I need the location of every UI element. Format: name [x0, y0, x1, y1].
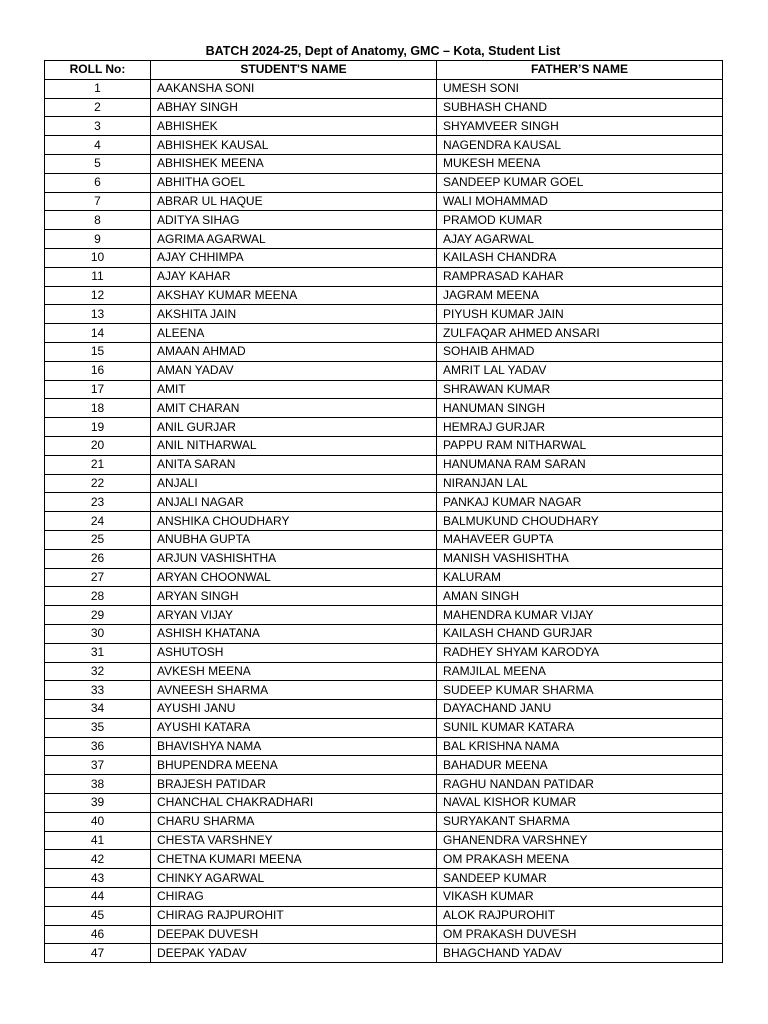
- roll-number-cell: 24: [45, 512, 151, 531]
- roll-number-cell: 43: [45, 869, 151, 888]
- table-row: [45, 380, 723, 399]
- student-name-cell: AMIT: [151, 380, 437, 399]
- father-name-cell: KAILASH CHANDRA: [437, 248, 723, 267]
- table-row: [45, 794, 723, 813]
- father-name-cell: MAHAVEER GUPTA: [437, 530, 723, 549]
- student-name-cell: ANJALI: [151, 474, 437, 493]
- father-name-cell: RAMPRASAD KAHAR: [437, 267, 723, 286]
- table-row: [45, 173, 723, 192]
- table-row: [45, 342, 723, 361]
- roll-number-cell: 4: [45, 136, 151, 155]
- table-row: [45, 399, 723, 418]
- roll-number-cell: 35: [45, 718, 151, 737]
- father-name-cell: SUBHASH CHAND: [437, 98, 723, 117]
- father-name-cell: KAILASH CHAND GURJAR: [437, 624, 723, 643]
- table-row: [45, 117, 723, 136]
- father-name-cell: MUKESH MEENA: [437, 154, 723, 173]
- student-name-cell: AVKESH MEENA: [151, 662, 437, 681]
- student-name-cell: ARYAN VIJAY: [151, 606, 437, 625]
- student-name-cell: ARYAN SINGH: [151, 587, 437, 606]
- father-name-cell: AJAY AGARWAL: [437, 230, 723, 249]
- table-row: [45, 812, 723, 831]
- student-name-cell: AMIT CHARAN: [151, 399, 437, 418]
- table-row: [45, 154, 723, 173]
- table-row: [45, 925, 723, 944]
- table-row: [45, 850, 723, 869]
- father-name-cell: VIKASH KUMAR: [437, 888, 723, 907]
- student-name-cell: BHUPENDRA MEENA: [151, 756, 437, 775]
- roll-number-cell: 37: [45, 756, 151, 775]
- roll-number-cell: 18: [45, 399, 151, 418]
- roll-number-cell: 28: [45, 587, 151, 606]
- roll-number-cell: 10: [45, 248, 151, 267]
- student-name-cell: ANJALI NAGAR: [151, 493, 437, 512]
- father-name-cell: HANUMANA RAM SARAN: [437, 455, 723, 474]
- table-row: [45, 230, 723, 249]
- roll-number-cell: 17: [45, 380, 151, 399]
- roll-number-cell: 11: [45, 267, 151, 286]
- father-name-cell: GHANENDRA VARSHNEY: [437, 831, 723, 850]
- father-name-cell: OM PRAKASH MEENA: [437, 850, 723, 869]
- table-row: [45, 606, 723, 625]
- father-name-cell: BAL KRISHNA NAMA: [437, 737, 723, 756]
- student-name-cell: CHIRAG: [151, 888, 437, 907]
- table-row: [45, 831, 723, 850]
- father-name-cell: JAGRAM MEENA: [437, 286, 723, 305]
- roll-number-cell: 34: [45, 700, 151, 719]
- father-name-cell: NIRANJAN LAL: [437, 474, 723, 493]
- student-name-header: STUDENT'S NAME: [151, 61, 437, 80]
- student-name-cell: ANSHIKA CHOUDHARY: [151, 512, 437, 531]
- table-row: [45, 493, 723, 512]
- father-name-cell: UMESH SONI: [437, 79, 723, 98]
- roll-number-cell: 8: [45, 211, 151, 230]
- student-name-cell: ABHISHEK KAUSAL: [151, 136, 437, 155]
- father-name-cell: BAHADUR MEENA: [437, 756, 723, 775]
- roll-number-cell: 26: [45, 549, 151, 568]
- student-name-cell: AAKANSHA SONI: [151, 79, 437, 98]
- father-name-cell: ZULFAQAR AHMED ANSARI: [437, 324, 723, 343]
- father-name-cell: PIYUSH KUMAR JAIN: [437, 305, 723, 324]
- roll-number-cell: 47: [45, 944, 151, 963]
- roll-number-cell: 32: [45, 662, 151, 681]
- roll-number-cell: 31: [45, 643, 151, 662]
- table-row: [45, 305, 723, 324]
- table-row: [45, 136, 723, 155]
- roll-number-cell: 27: [45, 568, 151, 587]
- father-name-cell: SHYAMVEER SINGH: [437, 117, 723, 136]
- roll-number-cell: 39: [45, 794, 151, 813]
- student-name-cell: DEEPAK DUVESH: [151, 925, 437, 944]
- student-name-cell: ABRAR UL HAQUE: [151, 192, 437, 211]
- father-name-cell: SUDEEP KUMAR SHARMA: [437, 681, 723, 700]
- student-name-cell: AMAAN AHMAD: [151, 342, 437, 361]
- table-row: [45, 700, 723, 719]
- table-row: [45, 324, 723, 343]
- student-name-cell: ALEENA: [151, 324, 437, 343]
- roll-number-cell: 38: [45, 775, 151, 794]
- table-row: [45, 530, 723, 549]
- student-name-cell: AJAY KAHAR: [151, 267, 437, 286]
- student-name-cell: AMAN YADAV: [151, 361, 437, 380]
- father-name-cell: SUNIL KUMAR KATARA: [437, 718, 723, 737]
- table-row: [45, 888, 723, 907]
- table-row: [45, 192, 723, 211]
- student-name-cell: CHETNA KUMARI MEENA: [151, 850, 437, 869]
- table-row: [45, 737, 723, 756]
- roll-number-cell: 41: [45, 831, 151, 850]
- father-name-cell: HANUMAN SINGH: [437, 399, 723, 418]
- roll-number-cell: 40: [45, 812, 151, 831]
- table-row: [45, 267, 723, 286]
- father-name-cell: NAGENDRA KAUSAL: [437, 136, 723, 155]
- father-name-cell: RAMJILAL MEENA: [437, 662, 723, 681]
- page-title: BATCH 2024-25, Dept of Anatomy, GMC – Kota, Student List: [205, 44, 561, 58]
- roll-number-cell: 13: [45, 305, 151, 324]
- table-row: [45, 418, 723, 437]
- father-name-cell: BALMUKUND CHOUDHARY: [437, 512, 723, 531]
- table-row: [45, 643, 723, 662]
- student-name-cell: ANUBHA GUPTA: [151, 530, 437, 549]
- student-name-cell: ARJUN VASHISHTHA: [151, 549, 437, 568]
- student-name-cell: AYUSHI JANU: [151, 700, 437, 719]
- table-row: [45, 869, 723, 888]
- roll-number-cell: 1: [45, 79, 151, 98]
- table-row: [45, 549, 723, 568]
- father-name-cell: RADHEY SHYAM KARODYA: [437, 643, 723, 662]
- student-name-cell: AGRIMA AGARWAL: [151, 230, 437, 249]
- table-header: [45, 61, 723, 80]
- student-name-cell: ANIL NITHARWAL: [151, 436, 437, 455]
- table-row: [45, 79, 723, 98]
- father-name-cell: WALI MOHAMMAD: [437, 192, 723, 211]
- roll-number-cell: 16: [45, 361, 151, 380]
- roll-number-cell: 15: [45, 342, 151, 361]
- table-row: [45, 681, 723, 700]
- father-name-header: FATHER’S NAME: [437, 61, 723, 80]
- table-row: [45, 361, 723, 380]
- roll-number-cell: 23: [45, 493, 151, 512]
- father-name-cell: PANKAJ KUMAR NAGAR: [437, 493, 723, 512]
- roll-number-cell: 2: [45, 98, 151, 117]
- father-name-cell: SOHAIB AHMAD: [437, 342, 723, 361]
- roll-number-cell: 44: [45, 888, 151, 907]
- student-name-cell: ARYAN CHOONWAL: [151, 568, 437, 587]
- table-row: [45, 286, 723, 305]
- student-name-cell: ANITA SARAN: [151, 455, 437, 474]
- roll-number-cell: 20: [45, 436, 151, 455]
- table-row: [45, 211, 723, 230]
- table-row: [45, 662, 723, 681]
- father-name-cell: PAPPU RAM NITHARWAL: [437, 436, 723, 455]
- roll-number-cell: 5: [45, 154, 151, 173]
- roll-number-cell: 22: [45, 474, 151, 493]
- student-list-table: [44, 60, 723, 963]
- table-row: [45, 98, 723, 117]
- table-row: [45, 587, 723, 606]
- father-name-cell: AMRIT LAL YADAV: [437, 361, 723, 380]
- roll-number-cell: 33: [45, 681, 151, 700]
- father-name-cell: SHRAWAN KUMAR: [437, 380, 723, 399]
- student-name-cell: AVNEESH SHARMA: [151, 681, 437, 700]
- father-name-cell: HEMRAJ GURJAR: [437, 418, 723, 437]
- student-name-cell: DEEPAK YADAV: [151, 944, 437, 963]
- table-row: [45, 512, 723, 531]
- table-body: [45, 79, 723, 962]
- roll-number-cell: 21: [45, 455, 151, 474]
- father-name-cell: DAYACHAND JANU: [437, 700, 723, 719]
- roll-header: ROLL No:: [45, 61, 151, 80]
- table-row: [45, 944, 723, 963]
- father-name-cell: ALOK RAJPUROHIT: [437, 906, 723, 925]
- table-row: [45, 624, 723, 643]
- student-name-cell: CHANCHAL CHAKRADHARI: [151, 794, 437, 813]
- table-row: [45, 568, 723, 587]
- student-name-cell: CHESTA VARSHNEY: [151, 831, 437, 850]
- table-row: [45, 775, 723, 794]
- roll-number-cell: 25: [45, 530, 151, 549]
- student-name-cell: AYUSHI KATARA: [151, 718, 437, 737]
- roll-number-cell: 14: [45, 324, 151, 343]
- student-name-cell: ABHAY SINGH: [151, 98, 437, 117]
- roll-number-cell: 30: [45, 624, 151, 643]
- father-name-cell: SANDEEP KUMAR: [437, 869, 723, 888]
- roll-number-cell: 46: [45, 925, 151, 944]
- student-name-cell: ASHUTOSH: [151, 643, 437, 662]
- father-name-cell: RAGHU NANDAN PATIDAR: [437, 775, 723, 794]
- student-name-cell: ABHITHA GOEL: [151, 173, 437, 192]
- roll-number-cell: 36: [45, 737, 151, 756]
- roll-number-cell: 29: [45, 606, 151, 625]
- student-name-cell: AKSHAY KUMAR MEENA: [151, 286, 437, 305]
- table-row: [45, 248, 723, 267]
- father-name-cell: MANISH VASHISHTHA: [437, 549, 723, 568]
- roll-number-cell: 6: [45, 173, 151, 192]
- table-row: [45, 455, 723, 474]
- header-row: [45, 61, 723, 80]
- roll-number-cell: 12: [45, 286, 151, 305]
- student-name-cell: ASHISH KHATANA: [151, 624, 437, 643]
- student-name-cell: BHAVISHYA NAMA: [151, 737, 437, 756]
- father-name-cell: AMAN SINGH: [437, 587, 723, 606]
- roll-number-cell: 9: [45, 230, 151, 249]
- student-name-cell: CHIRAG RAJPUROHIT: [151, 906, 437, 925]
- student-name-cell: AJAY CHHIMPA: [151, 248, 437, 267]
- table-row: [45, 718, 723, 737]
- student-name-cell: CHARU SHARMA: [151, 812, 437, 831]
- roll-number-cell: 7: [45, 192, 151, 211]
- student-name-cell: BRAJESH PATIDAR: [151, 775, 437, 794]
- student-name-cell: ADITYA SIHAG: [151, 211, 437, 230]
- roll-number-cell: 3: [45, 117, 151, 136]
- student-name-cell: CHINKY AGARWAL: [151, 869, 437, 888]
- roll-number-cell: 19: [45, 418, 151, 437]
- student-name-cell: ANIL GURJAR: [151, 418, 437, 437]
- father-name-cell: NAVAL KISHOR KUMAR: [437, 794, 723, 813]
- father-name-cell: PRAMOD KUMAR: [437, 211, 723, 230]
- father-name-cell: OM PRAKASH DUVESH: [437, 925, 723, 944]
- father-name-cell: KALURAM: [437, 568, 723, 587]
- table-row: [45, 756, 723, 775]
- father-name-cell: SANDEEP KUMAR GOEL: [437, 173, 723, 192]
- father-name-cell: BHAGCHAND YADAV: [437, 944, 723, 963]
- father-name-cell: SURYAKANT SHARMA: [437, 812, 723, 831]
- roll-number-cell: 45: [45, 906, 151, 925]
- table-row: [45, 906, 723, 925]
- student-name-cell: ABHISHEK MEENA: [151, 154, 437, 173]
- student-name-cell: ABHISHEK: [151, 117, 437, 136]
- roll-number-cell: 42: [45, 850, 151, 869]
- table-row: [45, 436, 723, 455]
- student-name-cell: AKSHITA JAIN: [151, 305, 437, 324]
- table-row: [45, 474, 723, 493]
- father-name-cell: MAHENDRA KUMAR VIJAY: [437, 606, 723, 625]
